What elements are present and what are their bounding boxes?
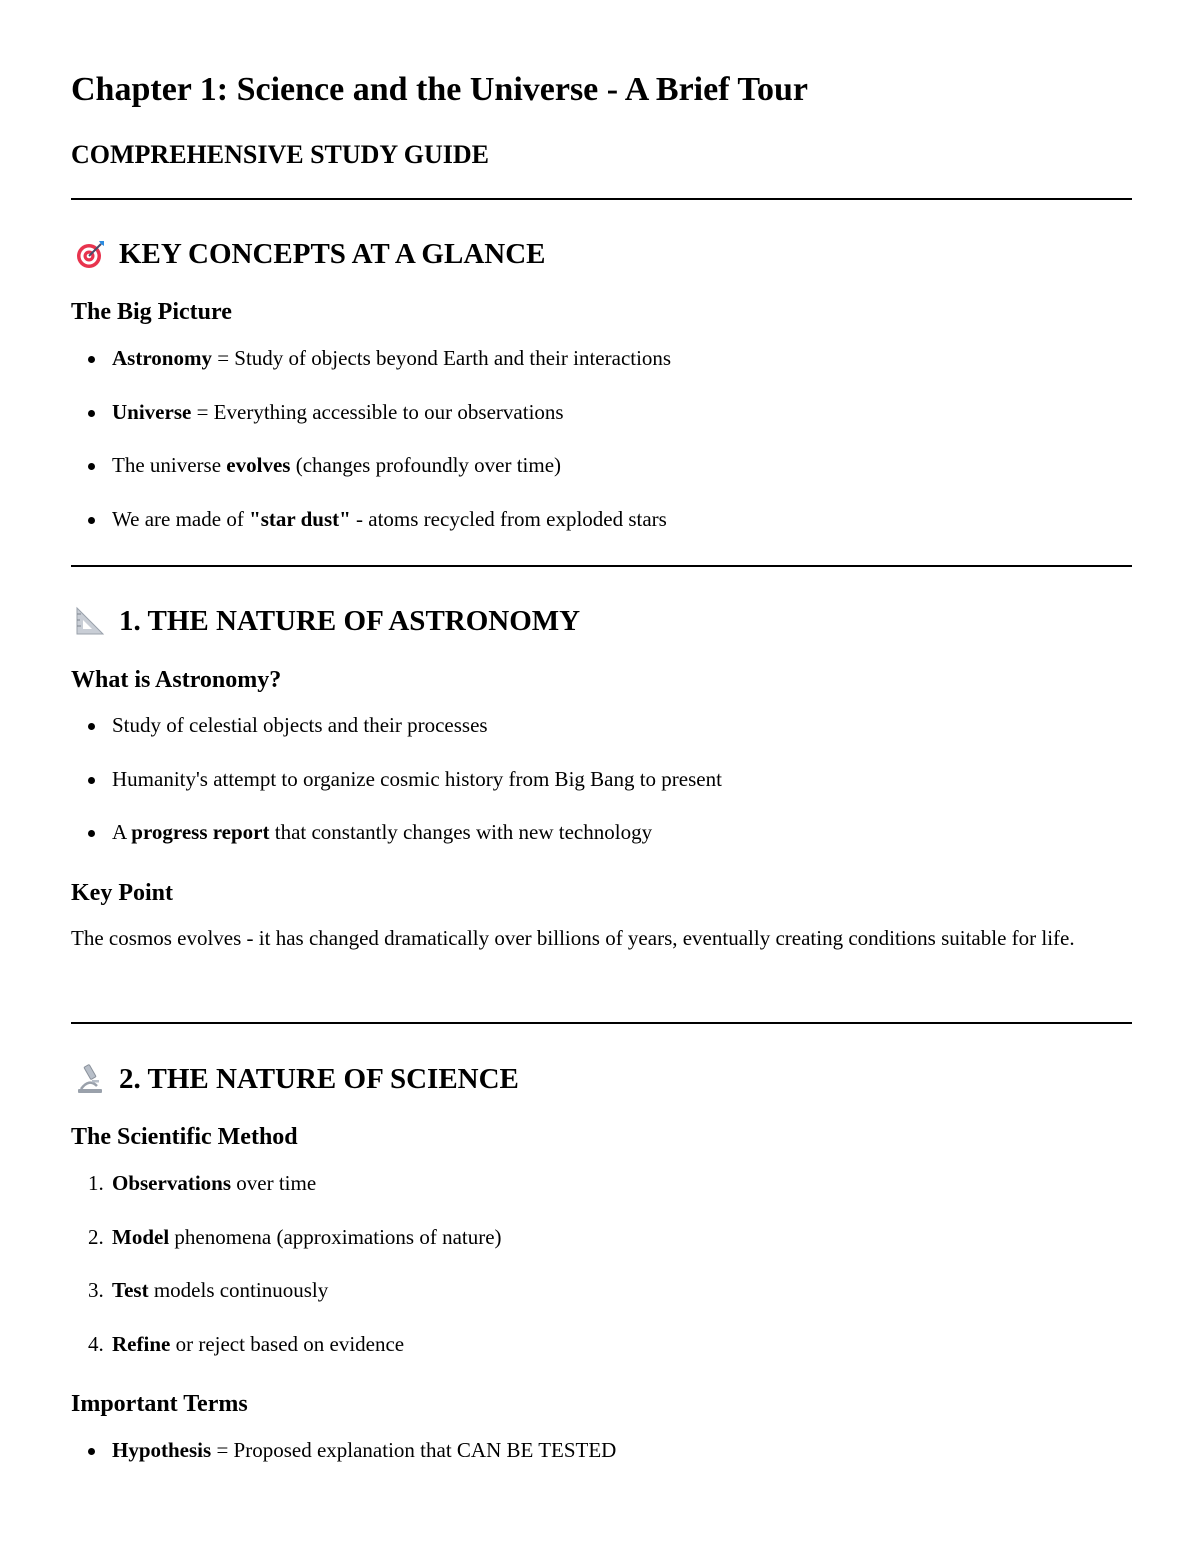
key-point-text: The cosmos evolves - it has changed dramatically over billions of years, eventually creating conditions suitable for life. [71,926,1075,950]
target-icon [73,237,107,271]
divider [71,198,1132,200]
section-astronomy-heading [73,603,580,639]
divider [71,565,1132,567]
page-title: Chapter 1: Science and the Universe - A Brief Tour [71,71,808,108]
section-heading-text: 1. THE NATURE OF ASTRONOMY [119,605,581,637]
section-key-concepts-heading [73,236,546,272]
list-item: The universe evolves (changes profoundly over time) [71,452,671,478]
list-item: 1. Observations over time [88,1171,317,1195]
what-is-astronomy-heading: What is Astronomy? [71,667,282,693]
triangle-ruler-icon [73,604,107,638]
important-terms-list [71,1437,616,1491]
section-heading-text: KEY CONCEPTS AT A GLANCE [119,238,546,270]
what-is-astronomy-list [71,712,722,873]
scientific-method-list [71,1170,502,1384]
list-item: 4. Refine or reject based on evidence [88,1331,405,1356]
key-point-heading: Key Point [71,880,173,906]
divider [71,1022,1132,1024]
page-subtitle: COMPREHENSIVE STUDY GUIDE [71,140,489,169]
list-item: Astronomy = Study of objects beyond Earth and their interactions [71,345,671,371]
list-item: Study of celestial objects and their processes [71,712,722,738]
list-item: Hypothesis = Proposed explanation that CAN BE TESTED [71,1437,616,1463]
section-science-heading [73,1061,519,1097]
list-item: 3. Test models continuously [88,1278,329,1302]
big-picture-heading: The Big Picture [71,299,232,325]
list-item: We are made of "star dust" - atoms recycled from exploded stars [71,506,671,532]
big-picture-list [71,345,671,559]
important-terms-heading: Important Terms [71,1391,248,1417]
list-item: 2. Model phenomena (approximations of nature) [88,1224,502,1249]
list-item: Universe = Everything accessible to our observations [71,399,671,425]
microscope-icon [73,1062,107,1096]
scientific-method-heading: The Scientific Method [71,1124,298,1150]
section-heading-text: 2. THE NATURE OF SCIENCE [119,1063,519,1095]
list-item: Humanity's attempt to organize cosmic history from Big Bang to present [71,766,722,792]
list-item: A progress report that constantly changes with new technology [71,819,722,845]
